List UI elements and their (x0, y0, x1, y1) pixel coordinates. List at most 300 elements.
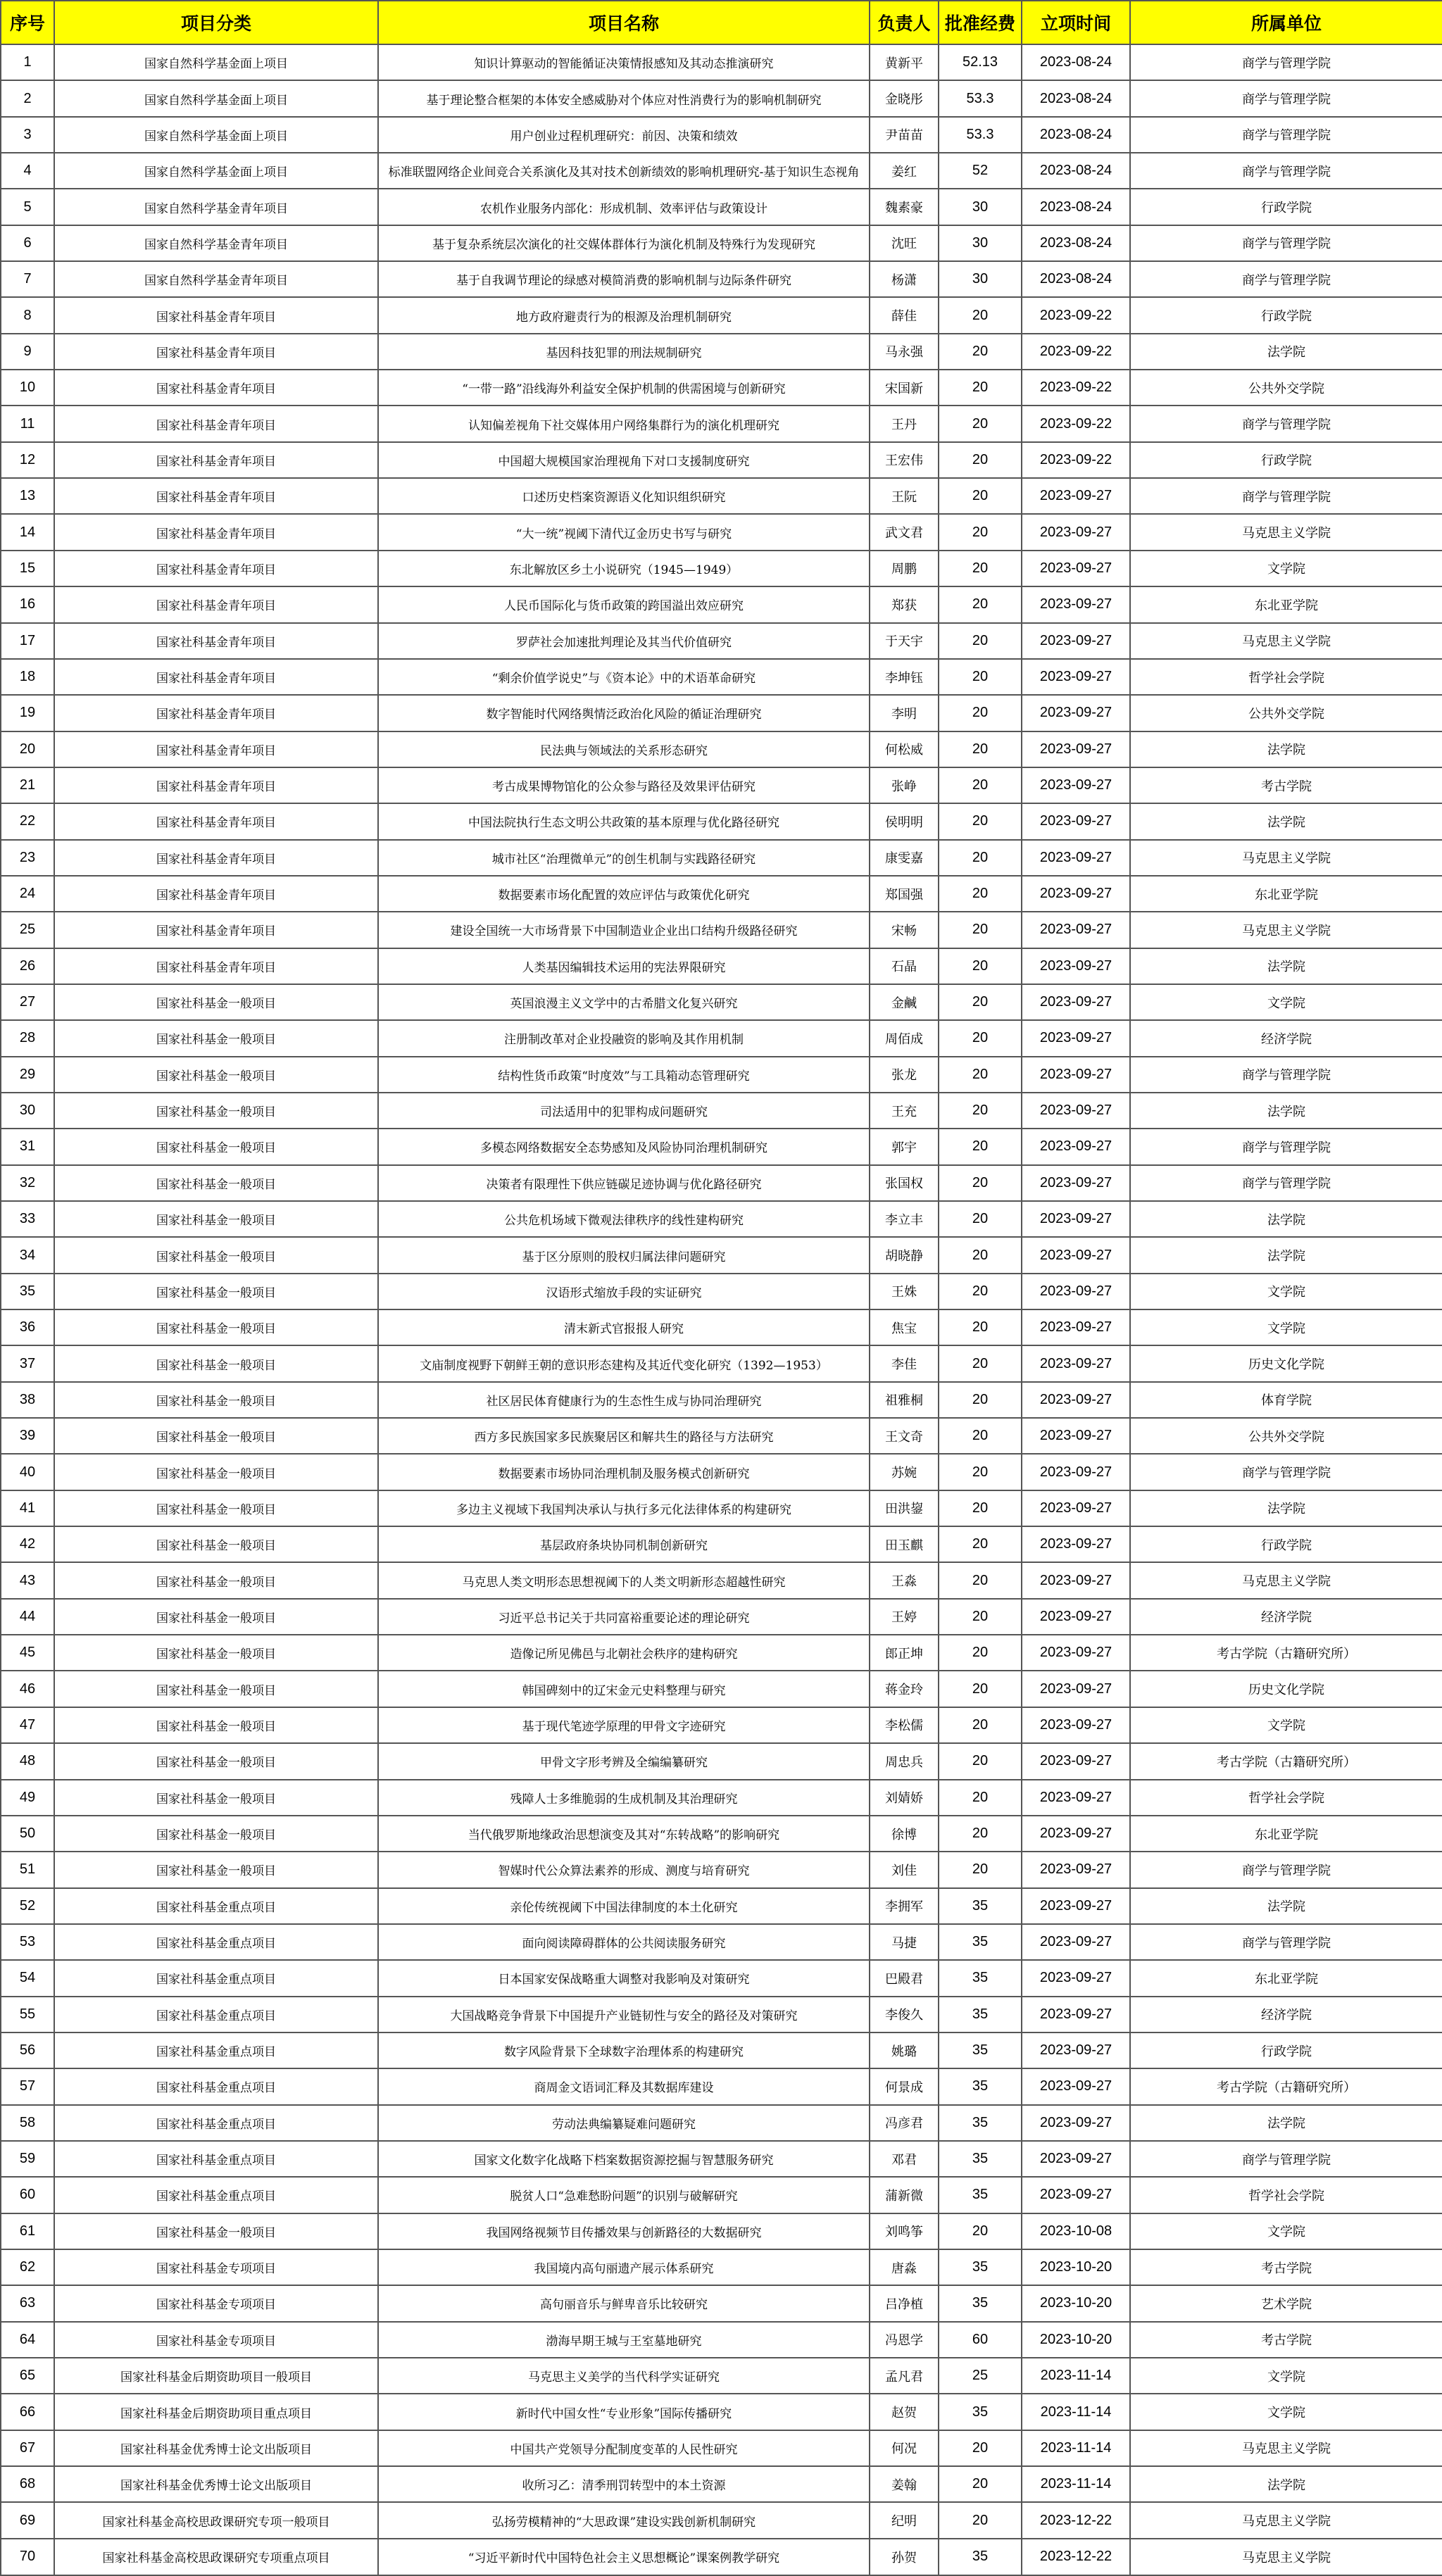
cell-leader[interactable]: 刘婧娇 (870, 1780, 939, 1816)
cell-unit[interactable]: 商学与管理学院 (1130, 1129, 1442, 1164)
cell-date[interactable]: 2023-09-27 (1022, 1165, 1130, 1201)
cell-funding[interactable]: 20 (939, 442, 1022, 478)
cell-funding[interactable]: 20 (939, 948, 1022, 984)
cell-leader[interactable]: 冯恩学 (870, 2322, 939, 2358)
cell-seq[interactable]: 27 (1, 984, 54, 1020)
cell-project-name[interactable]: 注册制改革对企业投融资的影响及其作用机制 (378, 1020, 870, 1056)
cell-funding[interactable]: 20 (939, 551, 1022, 586)
cell-funding[interactable]: 35 (939, 2068, 1022, 2104)
cell-category[interactable]: 国家社科基金一般项目 (54, 1562, 378, 1598)
cell-project-name[interactable]: 知识计算驱动的智能循证决策情报感知及其动态推演研究 (378, 44, 870, 80)
cell-unit[interactable]: 哲学社会学院 (1130, 1780, 1442, 1816)
cell-category[interactable]: 国家社科基金青年项目 (54, 478, 378, 514)
cell-project-name[interactable]: 新时代中国女性“专业形象”国际传播研究 (378, 2394, 870, 2430)
cell-unit[interactable]: 法学院 (1130, 1237, 1442, 1273)
cell-leader[interactable]: 刘鸣筝 (870, 2213, 939, 2249)
cell-funding[interactable]: 20 (939, 297, 1022, 333)
cell-leader[interactable]: 邓君 (870, 2141, 939, 2177)
cell-project-name[interactable]: 数字智能时代网络舆情泛政治化风险的循证治理研究 (378, 695, 870, 731)
cell-seq[interactable]: 28 (1, 1020, 54, 1056)
cell-seq[interactable]: 25 (1, 912, 54, 948)
cell-seq[interactable]: 31 (1, 1129, 54, 1164)
cell-project-name[interactable]: 收所习乙：清季刑罚转型中的本土资源 (378, 2466, 870, 2502)
cell-category[interactable]: 国家自然科学基金面上项目 (54, 44, 378, 80)
cell-unit[interactable]: 公共外交学院 (1130, 1418, 1442, 1454)
cell-category[interactable]: 国家社科基金重点项目 (54, 1888, 378, 1924)
cell-project-name[interactable]: 劳动法典编纂疑难问题研究 (378, 2105, 870, 2141)
cell-seq[interactable]: 49 (1, 1780, 54, 1816)
cell-seq[interactable]: 60 (1, 2177, 54, 2213)
cell-funding[interactable]: 20 (939, 695, 1022, 731)
cell-unit[interactable]: 马克思主义学院 (1130, 2430, 1442, 2466)
cell-project-name[interactable]: 亲伦传统视阈下中国法律制度的本土化研究 (378, 1888, 870, 1924)
cell-funding[interactable]: 35 (939, 2032, 1022, 2068)
header-funding[interactable]: 批准经费 (939, 1, 1022, 44)
cell-project-name[interactable]: 决策者有限理性下供应链碳足迹协调与优化路径研究 (378, 1165, 870, 1201)
cell-date[interactable]: 2023-09-27 (1022, 1671, 1130, 1707)
cell-unit[interactable]: 行政学院 (1130, 297, 1442, 333)
cell-leader[interactable]: 祖雅桐 (870, 1382, 939, 1418)
cell-funding[interactable]: 20 (939, 803, 1022, 839)
cell-category[interactable]: 国家社科基金重点项目 (54, 2068, 378, 2104)
cell-project-name[interactable]: 认知偏差视角下社交媒体用户网络集群行为的演化机理研究 (378, 406, 870, 441)
cell-project-name[interactable]: 日本国家安保战略重大调整对我影响及对策研究 (378, 1960, 870, 1996)
cell-unit[interactable]: 考古学院（古籍研究所） (1130, 1635, 1442, 1671)
cell-leader[interactable]: 郑国强 (870, 876, 939, 912)
cell-leader[interactable]: 郎正坤 (870, 1635, 939, 1671)
cell-category[interactable]: 国家社科基金重点项目 (54, 2177, 378, 2213)
cell-seq[interactable]: 42 (1, 1526, 54, 1562)
cell-funding[interactable]: 20 (939, 406, 1022, 441)
cell-unit[interactable]: 哲学社会学院 (1130, 2177, 1442, 2213)
cell-date[interactable]: 2023-11-14 (1022, 2358, 1130, 2394)
cell-leader[interactable]: 冯彦君 (870, 2105, 939, 2141)
cell-unit[interactable]: 哲学社会学院 (1130, 659, 1442, 695)
cell-project-name[interactable]: 公共危机场域下微观法律秩序的线性建构研究 (378, 1201, 870, 1237)
cell-category[interactable]: 国家社科基金重点项目 (54, 2032, 378, 2068)
cell-project-name[interactable]: 多模态网络数据安全态势感知及风险协同治理机制研究 (378, 1129, 870, 1164)
cell-leader[interactable]: 赵贺 (870, 2394, 939, 2430)
cell-leader[interactable]: 刘佳 (870, 1852, 939, 1887)
cell-date[interactable]: 2023-09-27 (1022, 586, 1130, 622)
cell-date[interactable]: 2023-09-27 (1022, 1418, 1130, 1454)
cell-funding[interactable]: 20 (939, 1526, 1022, 1562)
cell-seq[interactable]: 5 (1, 189, 54, 225)
cell-unit[interactable]: 马克思主义学院 (1130, 912, 1442, 948)
cell-funding[interactable]: 20 (939, 1274, 1022, 1309)
cell-seq[interactable]: 40 (1, 1454, 54, 1490)
cell-unit[interactable]: 艺术学院 (1130, 2285, 1442, 2321)
cell-category[interactable]: 国家社科基金青年项目 (54, 876, 378, 912)
cell-funding[interactable]: 35 (939, 2285, 1022, 2321)
cell-funding[interactable]: 25 (939, 2358, 1022, 2394)
cell-project-name[interactable]: 基于理论整合框架的本体安全感威胁对个体应对性消费行为的影响机制研究 (378, 80, 870, 116)
cell-project-name[interactable]: 地方政府避责行为的根源及治理机制研究 (378, 297, 870, 333)
cell-category[interactable]: 国家社科基金一般项目 (54, 1671, 378, 1707)
cell-category[interactable]: 国家社科基金一般项目 (54, 1707, 378, 1743)
cell-unit[interactable]: 东北亚学院 (1130, 586, 1442, 622)
cell-funding[interactable]: 20 (939, 1780, 1022, 1816)
cell-leader[interactable]: 张峥 (870, 767, 939, 803)
cell-category[interactable]: 国家社科基金一般项目 (54, 1274, 378, 1309)
cell-funding[interactable]: 20 (939, 1816, 1022, 1852)
cell-leader[interactable]: 王阮 (870, 478, 939, 514)
cell-project-name[interactable]: 数字风险背景下全球数字治理体系的构建研究 (378, 2032, 870, 2068)
cell-funding[interactable]: 20 (939, 731, 1022, 767)
cell-category[interactable]: 国家社科基金青年项目 (54, 948, 378, 984)
cell-category[interactable]: 国家自然科学基金青年项目 (54, 261, 378, 297)
cell-date[interactable]: 2023-09-27 (1022, 1707, 1130, 1743)
cell-seq[interactable]: 35 (1, 1274, 54, 1309)
cell-unit[interactable]: 考古学院 (1130, 2322, 1442, 2358)
cell-project-name[interactable]: 甲骨文字形考辨及全编编纂研究 (378, 1743, 870, 1779)
cell-category[interactable]: 国家社科基金专项项目 (54, 2322, 378, 2358)
cell-funding[interactable]: 20 (939, 1309, 1022, 1345)
cell-category[interactable]: 国家自然科学基金青年项目 (54, 189, 378, 225)
cell-seq[interactable]: 30 (1, 1093, 54, 1129)
cell-leader[interactable]: 巴殿君 (870, 1960, 939, 1996)
cell-funding[interactable]: 20 (939, 1382, 1022, 1418)
cell-leader[interactable]: 魏素豪 (870, 189, 939, 225)
cell-unit[interactable]: 商学与管理学院 (1130, 406, 1442, 441)
cell-unit[interactable]: 法学院 (1130, 2105, 1442, 2141)
cell-category[interactable]: 国家社科基金青年项目 (54, 623, 378, 659)
cell-date[interactable]: 2023-11-14 (1022, 2466, 1130, 2502)
cell-date[interactable]: 2023-09-22 (1022, 297, 1130, 333)
cell-leader[interactable]: 姜翰 (870, 2466, 939, 2502)
cell-leader[interactable]: 马捷 (870, 1924, 939, 1960)
cell-funding[interactable]: 20 (939, 2502, 1022, 2538)
cell-funding[interactable]: 20 (939, 623, 1022, 659)
cell-seq[interactable]: 11 (1, 406, 54, 441)
cell-date[interactable]: 2023-08-24 (1022, 44, 1130, 80)
header-category[interactable]: 项目分类 (54, 1, 378, 44)
cell-leader[interactable]: 姜红 (870, 153, 939, 189)
cell-project-name[interactable]: 中国共产党领导分配制度变革的人民性研究 (378, 2430, 870, 2466)
cell-category[interactable]: 国家社科基金重点项目 (54, 2141, 378, 2177)
cell-date[interactable]: 2023-09-27 (1022, 1237, 1130, 1273)
cell-date[interactable]: 2023-09-27 (1022, 1997, 1130, 2032)
cell-date[interactable]: 2023-09-27 (1022, 659, 1130, 695)
cell-unit[interactable]: 东北亚学院 (1130, 1816, 1442, 1852)
cell-date[interactable]: 2023-08-24 (1022, 117, 1130, 153)
cell-funding[interactable]: 20 (939, 1165, 1022, 1201)
cell-leader[interactable]: 金晓彤 (870, 80, 939, 116)
cell-leader[interactable]: 宋畅 (870, 912, 939, 948)
cell-unit[interactable]: 文学院 (1130, 1309, 1442, 1345)
cell-date[interactable]: 2023-09-27 (1022, 767, 1130, 803)
cell-date[interactable]: 2023-09-27 (1022, 1490, 1130, 1526)
cell-date[interactable]: 2023-08-24 (1022, 261, 1130, 297)
cell-category[interactable]: 国家社科基金专项项目 (54, 2285, 378, 2321)
cell-project-name[interactable]: 口述历史档案资源语义化知识组织研究 (378, 478, 870, 514)
cell-funding[interactable]: 20 (939, 876, 1022, 912)
cell-project-name[interactable]: 中国超大规模国家治理视角下对口支援制度研究 (378, 442, 870, 478)
cell-category[interactable]: 国家社科基金青年项目 (54, 803, 378, 839)
cell-leader[interactable]: 何松威 (870, 731, 939, 767)
cell-seq[interactable]: 20 (1, 731, 54, 767)
cell-date[interactable]: 2023-09-22 (1022, 442, 1130, 478)
cell-project-name[interactable]: 智媒时代公众算法素养的形成、测度与培育研究 (378, 1852, 870, 1887)
cell-project-name[interactable]: 农机作业服务内部化：形成机制、效率评估与政策设计 (378, 189, 870, 225)
cell-project-name[interactable]: 东北解放区乡土小说研究（1945—1949） (378, 551, 870, 586)
cell-date[interactable]: 2023-09-27 (1022, 912, 1130, 948)
cell-category[interactable]: 国家社科基金后期资助项目重点项目 (54, 2394, 378, 2430)
cell-category[interactable]: 国家自然科学基金面上项目 (54, 117, 378, 153)
cell-project-name[interactable]: 渤海早期王城与王室墓地研究 (378, 2322, 870, 2358)
cell-leader[interactable]: 王文奇 (870, 1418, 939, 1454)
cell-leader[interactable]: 李拥军 (870, 1888, 939, 1924)
cell-seq[interactable]: 15 (1, 551, 54, 586)
cell-project-name[interactable]: 造像记所见佛邑与北朝社会秩序的建构研究 (378, 1635, 870, 1671)
cell-seq[interactable]: 36 (1, 1309, 54, 1345)
cell-unit[interactable]: 行政学院 (1130, 1526, 1442, 1562)
cell-date[interactable]: 2023-09-27 (1022, 2105, 1130, 2141)
cell-date[interactable]: 2023-09-27 (1022, 2068, 1130, 2104)
cell-leader[interactable]: 孟凡君 (870, 2358, 939, 2394)
cell-seq[interactable]: 53 (1, 1924, 54, 1960)
cell-project-name[interactable]: 脱贫人口“急难愁盼问题”的识别与破解研究 (378, 2177, 870, 2213)
cell-seq[interactable]: 56 (1, 2032, 54, 2068)
cell-funding[interactable]: 52.13 (939, 44, 1022, 80)
cell-unit[interactable]: 经济学院 (1130, 1020, 1442, 1056)
cell-funding[interactable]: 35 (939, 1924, 1022, 1960)
cell-category[interactable]: 国家社科基金一般项目 (54, 1345, 378, 1381)
cell-leader[interactable]: 沈旺 (870, 225, 939, 261)
cell-unit[interactable]: 法学院 (1130, 803, 1442, 839)
cell-funding[interactable]: 20 (939, 1057, 1022, 1093)
cell-unit[interactable]: 历史文化学院 (1130, 1671, 1442, 1707)
cell-unit[interactable]: 商学与管理学院 (1130, 1057, 1442, 1093)
cell-funding[interactable]: 20 (939, 1562, 1022, 1598)
cell-date[interactable]: 2023-09-27 (1022, 803, 1130, 839)
cell-project-name[interactable]: 基于自我调节理论的绿感对模简消费的影响机制与边际条件研究 (378, 261, 870, 297)
cell-leader[interactable]: 何景成 (870, 2068, 939, 2104)
cell-seq[interactable]: 68 (1, 2466, 54, 2502)
cell-seq[interactable]: 4 (1, 153, 54, 189)
cell-category[interactable]: 国家社科基金青年项目 (54, 334, 378, 370)
cell-unit[interactable]: 马克思主义学院 (1130, 1562, 1442, 1598)
cell-seq[interactable]: 23 (1, 840, 54, 876)
header-unit[interactable]: 所属单位 (1130, 1, 1442, 44)
cell-seq[interactable]: 54 (1, 1960, 54, 1996)
cell-leader[interactable]: 徐博 (870, 1816, 939, 1852)
cell-date[interactable]: 2023-09-27 (1022, 1309, 1130, 1345)
cell-seq[interactable]: 48 (1, 1743, 54, 1779)
cell-date[interactable]: 2023-08-24 (1022, 153, 1130, 189)
cell-funding[interactable]: 53.3 (939, 117, 1022, 153)
cell-leader[interactable]: 张龙 (870, 1057, 939, 1093)
cell-seq[interactable]: 61 (1, 2213, 54, 2249)
cell-seq[interactable]: 21 (1, 767, 54, 803)
cell-unit[interactable]: 行政学院 (1130, 189, 1442, 225)
cell-date[interactable]: 2023-09-27 (1022, 1345, 1130, 1381)
cell-unit[interactable]: 公共外交学院 (1130, 370, 1442, 406)
cell-leader[interactable]: 苏婉 (870, 1454, 939, 1490)
cell-leader[interactable]: 吕净植 (870, 2285, 939, 2321)
cell-date[interactable]: 2023-08-24 (1022, 189, 1130, 225)
cell-project-name[interactable]: 数据要素市场协同治理机制及服务模式创新研究 (378, 1454, 870, 1490)
cell-funding[interactable]: 35 (939, 1888, 1022, 1924)
cell-category[interactable]: 国家社科基金高校思政课研究专项重点项目 (54, 2539, 378, 2575)
cell-project-name[interactable]: 基层政府条块协同机制创新研究 (378, 1526, 870, 1562)
cell-category[interactable]: 国家社科基金一般项目 (54, 1852, 378, 1887)
cell-unit[interactable]: 商学与管理学院 (1130, 153, 1442, 189)
cell-project-name[interactable]: 韩国碑刻中的辽宋金元史料整理与研究 (378, 1671, 870, 1707)
header-project-name[interactable]: 项目名称 (378, 1, 870, 44)
cell-category[interactable]: 国家自然科学基金青年项目 (54, 225, 378, 261)
cell-category[interactable]: 国家社科基金一般项目 (54, 1020, 378, 1056)
cell-seq[interactable]: 51 (1, 1852, 54, 1887)
cell-leader[interactable]: 纪明 (870, 2502, 939, 2538)
cell-unit[interactable]: 考古学院 (1130, 767, 1442, 803)
cell-date[interactable]: 2023-09-27 (1022, 1816, 1130, 1852)
cell-category[interactable]: 国家社科基金后期资助项目一般项目 (54, 2358, 378, 2394)
cell-project-name[interactable]: 基于区分原则的股权归属法律问题研究 (378, 1237, 870, 1273)
cell-project-name[interactable]: “习近平新时代中国特色社会主义思想概论”课案例教学研究 (378, 2539, 870, 2575)
cell-unit[interactable]: 经济学院 (1130, 1599, 1442, 1635)
cell-funding[interactable]: 20 (939, 1671, 1022, 1707)
cell-leader[interactable]: 孙贺 (870, 2539, 939, 2575)
cell-unit[interactable]: 文学院 (1130, 551, 1442, 586)
cell-unit[interactable]: 文学院 (1130, 984, 1442, 1020)
cell-leader[interactable]: 蒋金玲 (870, 1671, 939, 1707)
cell-seq[interactable]: 69 (1, 2502, 54, 2538)
cell-seq[interactable]: 46 (1, 1671, 54, 1707)
cell-seq[interactable]: 34 (1, 1237, 54, 1273)
cell-category[interactable]: 国家社科基金青年项目 (54, 551, 378, 586)
cell-date[interactable]: 2023-09-27 (1022, 840, 1130, 876)
header-date[interactable]: 立项时间 (1022, 1, 1130, 44)
cell-date[interactable]: 2023-09-27 (1022, 514, 1130, 550)
cell-funding[interactable]: 30 (939, 261, 1022, 297)
cell-leader[interactable]: 胡晓静 (870, 1237, 939, 1273)
cell-category[interactable]: 国家社科基金一般项目 (54, 1309, 378, 1345)
cell-leader[interactable]: 薛佳 (870, 297, 939, 333)
cell-project-name[interactable]: 多边主义视域下我国判决承认与执行多元化法律体系的构建研究 (378, 1490, 870, 1526)
cell-date[interactable]: 2023-09-22 (1022, 370, 1130, 406)
cell-date[interactable]: 2023-12-22 (1022, 2502, 1130, 2538)
cell-project-name[interactable]: 民法典与领域法的关系形态研究 (378, 731, 870, 767)
cell-category[interactable]: 国家社科基金优秀博士论文出版项目 (54, 2466, 378, 2502)
cell-unit[interactable]: 考古学院（古籍研究所） (1130, 1743, 1442, 1779)
cell-seq[interactable]: 29 (1, 1057, 54, 1093)
cell-seq[interactable]: 2 (1, 80, 54, 116)
cell-leader[interactable]: 马永强 (870, 334, 939, 370)
cell-seq[interactable]: 6 (1, 225, 54, 261)
cell-leader[interactable]: 武文君 (870, 514, 939, 550)
cell-funding[interactable]: 20 (939, 1020, 1022, 1056)
cell-funding[interactable]: 20 (939, 1418, 1022, 1454)
cell-category[interactable]: 国家社科基金青年项目 (54, 767, 378, 803)
cell-seq[interactable]: 57 (1, 2068, 54, 2104)
cell-category[interactable]: 国家社科基金重点项目 (54, 1960, 378, 1996)
cell-unit[interactable]: 商学与管理学院 (1130, 117, 1442, 153)
cell-funding[interactable]: 20 (939, 2430, 1022, 2466)
cell-seq[interactable]: 19 (1, 695, 54, 731)
cell-date[interactable]: 2023-10-20 (1022, 2322, 1130, 2358)
cell-leader[interactable]: 金鹹 (870, 984, 939, 1020)
cell-date[interactable]: 2023-09-27 (1022, 2177, 1130, 2213)
cell-date[interactable]: 2023-09-27 (1022, 1526, 1130, 1562)
cell-date[interactable]: 2023-10-20 (1022, 2285, 1130, 2321)
cell-date[interactable]: 2023-09-27 (1022, 1382, 1130, 1418)
cell-leader[interactable]: 李俊久 (870, 1997, 939, 2032)
cell-category[interactable]: 国家社科基金青年项目 (54, 586, 378, 622)
cell-leader[interactable]: 李坤钰 (870, 659, 939, 695)
cell-date[interactable]: 2023-09-27 (1022, 1020, 1130, 1056)
cell-project-name[interactable]: 马克思人类文明形态思想视阈下的人类文明新形态超越性研究 (378, 1562, 870, 1598)
cell-seq[interactable]: 26 (1, 948, 54, 984)
cell-leader[interactable]: 张国权 (870, 1165, 939, 1201)
cell-unit[interactable]: 法学院 (1130, 1490, 1442, 1526)
cell-category[interactable]: 国家社科基金一般项目 (54, 2213, 378, 2249)
cell-unit[interactable]: 法学院 (1130, 334, 1442, 370)
cell-project-name[interactable]: 结构性货币政策“时度效”与工具箱动态管理研究 (378, 1057, 870, 1093)
cell-category[interactable]: 国家社科基金青年项目 (54, 514, 378, 550)
cell-seq[interactable]: 45 (1, 1635, 54, 1671)
cell-project-name[interactable]: 英国浪漫主义文学中的古希腊文化复兴研究 (378, 984, 870, 1020)
cell-unit[interactable]: 马克思主义学院 (1130, 623, 1442, 659)
cell-category[interactable]: 国家社科基金一般项目 (54, 1635, 378, 1671)
cell-date[interactable]: 2023-11-14 (1022, 2394, 1130, 2430)
cell-seq[interactable]: 63 (1, 2285, 54, 2321)
cell-leader[interactable]: 李明 (870, 695, 939, 731)
cell-unit[interactable]: 公共外交学院 (1130, 695, 1442, 731)
cell-seq[interactable]: 9 (1, 334, 54, 370)
cell-seq[interactable]: 16 (1, 586, 54, 622)
cell-category[interactable]: 国家社科基金一般项目 (54, 1526, 378, 1562)
cell-date[interactable]: 2023-09-27 (1022, 1852, 1130, 1887)
cell-date[interactable]: 2023-09-27 (1022, 984, 1130, 1020)
cell-unit[interactable]: 商学与管理学院 (1130, 80, 1442, 116)
cell-unit[interactable]: 法学院 (1130, 948, 1442, 984)
cell-funding[interactable]: 20 (939, 1599, 1022, 1635)
cell-leader[interactable]: 石晶 (870, 948, 939, 984)
cell-project-name[interactable]: 考古成果博物馆化的公众参与路径及效果评估研究 (378, 767, 870, 803)
cell-funding[interactable]: 20 (939, 1635, 1022, 1671)
cell-unit[interactable]: 法学院 (1130, 1093, 1442, 1129)
cell-project-name[interactable]: 当代俄罗斯地缘政治思想演变及其对“东转战略”的影响研究 (378, 1816, 870, 1852)
cell-seq[interactable]: 67 (1, 2430, 54, 2466)
cell-date[interactable]: 2023-09-27 (1022, 1743, 1130, 1779)
cell-seq[interactable]: 47 (1, 1707, 54, 1743)
cell-seq[interactable]: 64 (1, 2322, 54, 2358)
cell-seq[interactable]: 24 (1, 876, 54, 912)
cell-project-name[interactable]: 弘扬劳模精神的“大思政课”建设实践创新机制研究 (378, 2502, 870, 2538)
cell-unit[interactable]: 马克思主义学院 (1130, 2502, 1442, 2538)
cell-unit[interactable]: 商学与管理学院 (1130, 478, 1442, 514)
cell-leader[interactable]: 王婷 (870, 1599, 939, 1635)
cell-unit[interactable]: 商学与管理学院 (1130, 1454, 1442, 1490)
cell-project-name[interactable]: 社区居民体育健康行为的生态性生成与协同治理研究 (378, 1382, 870, 1418)
cell-project-name[interactable]: 城市社区“治理微单元”的创生机制与实践路径研究 (378, 840, 870, 876)
cell-seq[interactable]: 58 (1, 2105, 54, 2141)
cell-unit[interactable]: 法学院 (1130, 1201, 1442, 1237)
cell-leader[interactable]: 黄新平 (870, 44, 939, 80)
cell-date[interactable]: 2023-09-27 (1022, 1274, 1130, 1309)
cell-project-name[interactable]: 用户创业过程机理研究：前因、决策和绩效 (378, 117, 870, 153)
cell-category[interactable]: 国家社科基金青年项目 (54, 659, 378, 695)
cell-date[interactable]: 2023-09-22 (1022, 334, 1130, 370)
cell-seq[interactable]: 55 (1, 1997, 54, 2032)
cell-category[interactable]: 国家社科基金一般项目 (54, 1129, 378, 1164)
cell-leader[interactable]: 王宏伟 (870, 442, 939, 478)
cell-funding[interactable]: 35 (939, 2249, 1022, 2285)
cell-unit[interactable]: 马克思主义学院 (1130, 2539, 1442, 2575)
cell-seq[interactable]: 59 (1, 2141, 54, 2177)
cell-unit[interactable]: 商学与管理学院 (1130, 2141, 1442, 2177)
